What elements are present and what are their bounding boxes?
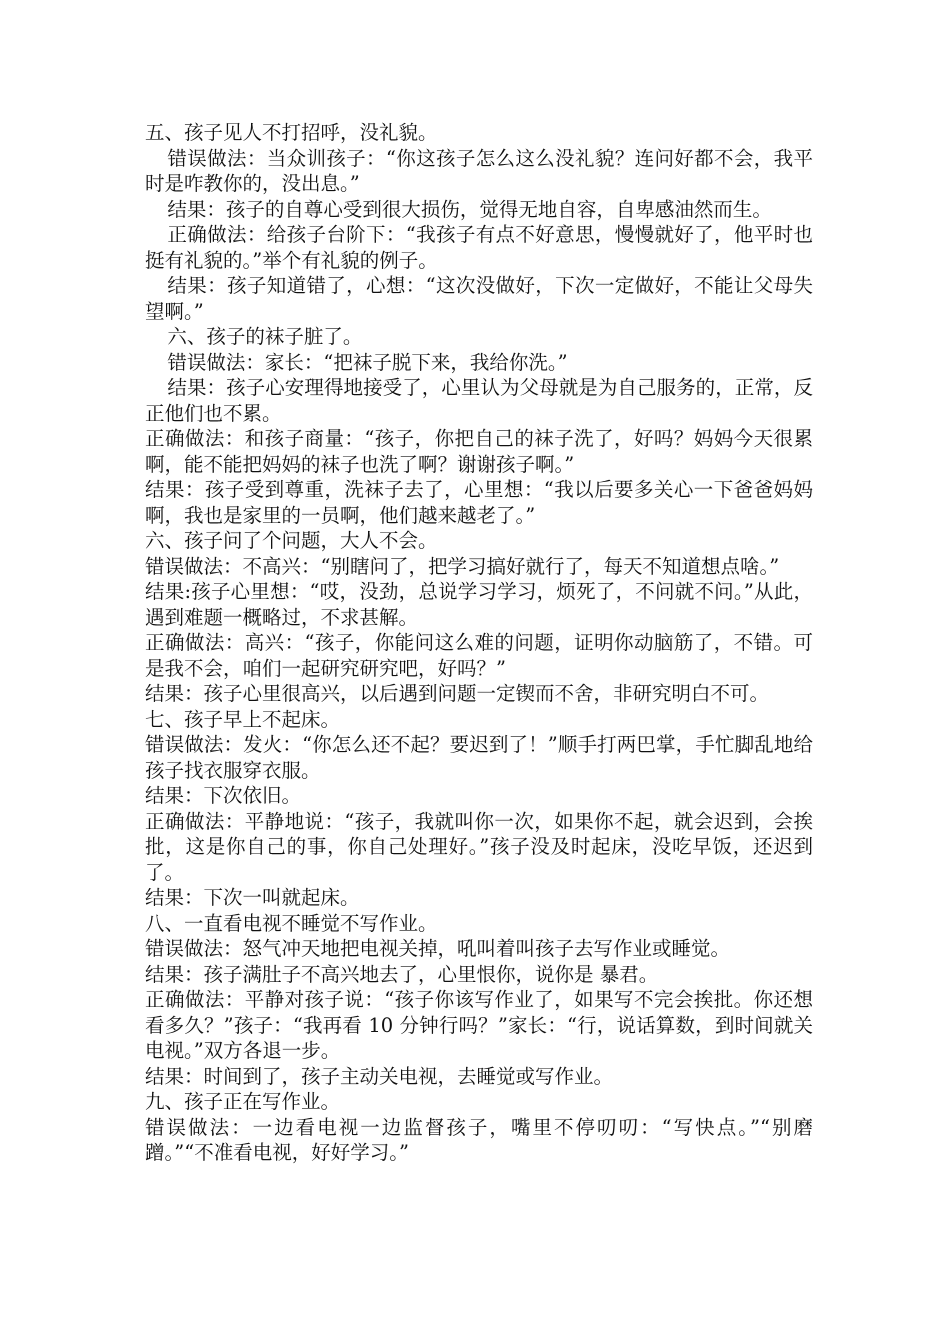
heading-item-9: 九、孩子正在写作业。	[145, 1090, 341, 1113]
wrong-result-5: 结果：孩子的自尊心受到很大损伤，觉得无地自容，自卑感油然而生。	[167, 197, 772, 221]
right-result-6a: 结果：孩子受到尊重，洗袜子去了，心里想：“我以后要多关心一下爸爸妈妈啊，我也是家里的一员啊，他们越来越老了。”	[145, 478, 813, 527]
wrong-result-7: 结果：下次依旧。	[145, 784, 302, 807]
right-method-6a: 正确做法：和孩子商量：“孩子，你把自己的袜子洗了，好吗？妈妈今天很累啊，能不能把妈妈的袜子也洗了啊？谢谢孩子啊。”	[145, 427, 813, 476]
wrong-method-8: 错误做法：怒气冲天地把电视关掉，吼叫着叫孩子去写作业或睡觉。	[145, 937, 731, 960]
right-result-6b: 结果：孩子心里很高兴，以后遇到问题一定锲而不舍，非研究明白不可。	[145, 682, 770, 705]
wrong-result-6a: 结果：孩子心安理得地接受了，心里认为父母就是为自己服务的，正常，反正他们也不累。	[145, 376, 813, 425]
right-method-6b: 正确做法：高兴：“孩子，你能问这么难的问题，证明你动脑筋了，不错。可是我不会，咱们一起研究研究吧，好吗？”	[145, 631, 813, 680]
right-method-7: 正确做法：平静地说：“孩子，我就叫你一次，如果你不起，就会迟到，会挨批，这是你自己的事，你自己处理好。”孩子没及时起床，没吃早饭，还迟到了。	[145, 809, 813, 884]
wrong-method-6b: 错误做法：不高兴：“别瞎问了，把学习搞好就行了，每天不知道想点啥。”	[145, 554, 780, 578]
heading-item-8: 八、一直看电视不睡觉不写作业。	[145, 911, 438, 935]
right-method-8: 正确做法：平静对孩子说：“孩子你该写作业了，如果写不完会挨批。你还想看多久？”孩子：“我再看 10 分钟行吗？”家长：“行，说话算数，到时间就关电视。”双方各退一步。	[145, 988, 813, 1062]
heading-item-7: 七、孩子早上不起床。	[145, 707, 341, 731]
heading-item-6b: 六、孩子问了个问题，大人不会。	[145, 529, 438, 552]
wrong-method-9: 错误做法：一边看电视一边监督孩子，嘴里不停叨叨：“写快点。”“别磨蹭。”“不准看电视，好好学习。”	[145, 1115, 813, 1164]
wrong-method-5: 错误做法：当众训孩子：“你这孩子怎么这么没礼貌？连问好都不会，我平时是咋教你的，没出息。”	[145, 146, 813, 195]
right-method-5: 正确做法：给孩子台阶下：“我孩子有点不好意思，慢慢就好了，他平时也挺有礼貌的。”举个有礼貌的例子。	[145, 223, 813, 272]
heading-item-5: 五、孩子见人不打招呼，没礼貌。	[145, 121, 438, 144]
right-result-5: 结果：孩子知道错了，心想：“这次没做好，下次一定做好，不能让父母失望啊。”	[145, 274, 813, 323]
wrong-method-6a: 错误做法：家长：“把袜子脱下来，我给你洗。”	[167, 350, 568, 374]
heading-item-6a: 六、孩子的袜子脏了。	[167, 325, 363, 348]
wrong-method-7: 错误做法：发火：“你怎么还不起？要迟到了！”顺手打两巴掌，手忙脚乱地给孩子找衣服穿衣服。	[145, 733, 813, 782]
wrong-result-6b: 结果:孩子心里想：“哎，没劲，总说学习学习，烦死了，不问就不问。”从此，遇到难题一概略过，不求甚解。	[145, 580, 813, 629]
document-body	[145, 120, 813, 1166]
wrong-result-8: 结果：孩子满肚子不高兴地去了，心里恨你，说你是 暴君。	[145, 962, 659, 986]
right-result-7: 结果：下次一叫就起床。	[145, 886, 360, 909]
right-result-8: 结果：时间到了，孩子主动关电视，去睡觉或写作业。	[145, 1064, 614, 1088]
